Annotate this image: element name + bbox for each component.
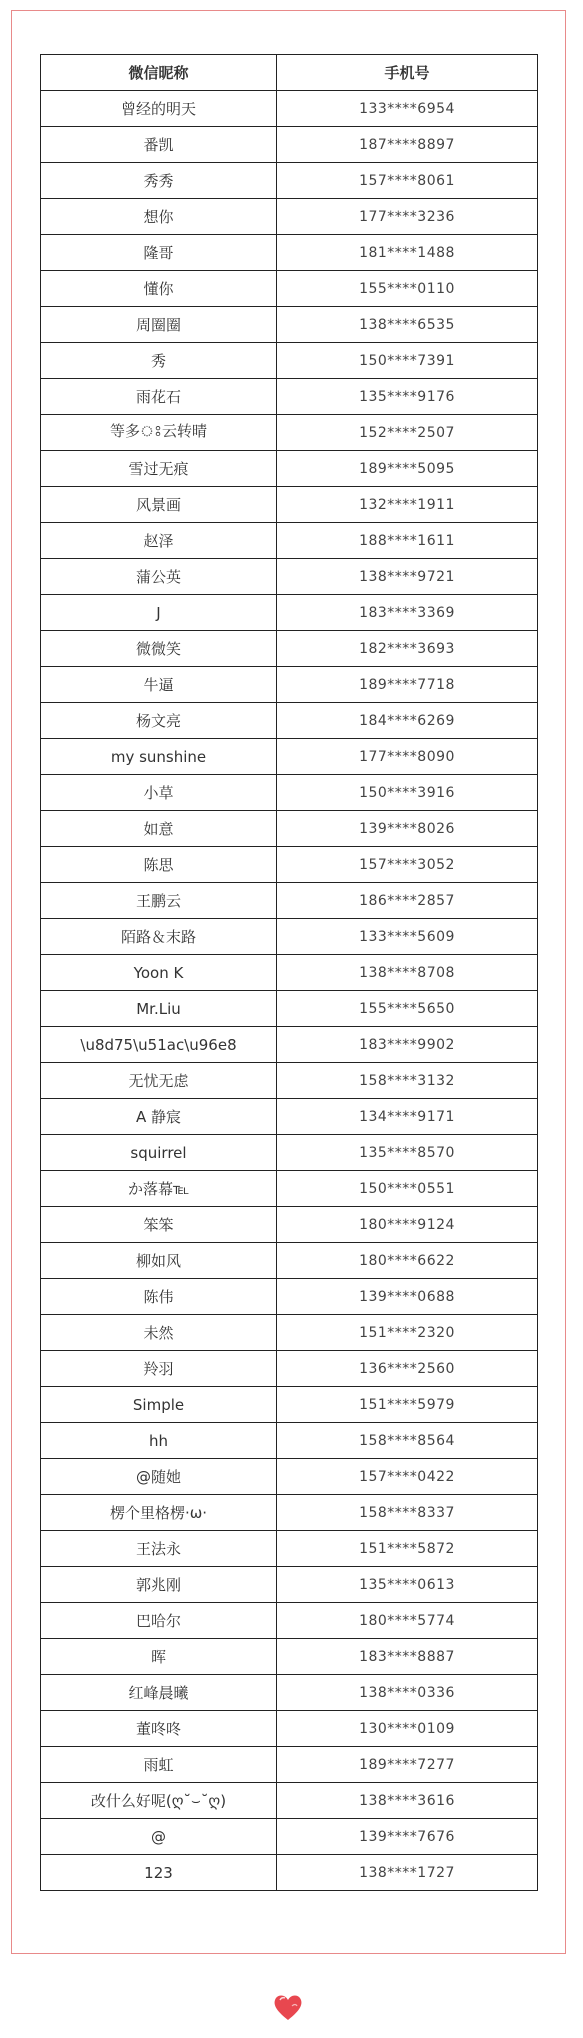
phone-cell: 151****5872 xyxy=(277,1531,538,1567)
phone-cell: 133****5609 xyxy=(277,919,538,955)
table-row xyxy=(41,1531,538,1567)
nickname-cell: 雨花石 xyxy=(41,379,277,415)
phone-cell: 151****2320 xyxy=(277,1315,538,1351)
phone-cell: 186****2857 xyxy=(277,883,538,919)
phone-cell: 183****9902 xyxy=(277,1027,538,1063)
table-row xyxy=(41,163,538,199)
table-row xyxy=(41,559,538,595)
column-header-nickname: 微信昵称 xyxy=(41,55,277,91)
table-row xyxy=(41,1603,538,1639)
phone-cell: 151****5979 xyxy=(277,1387,538,1423)
table-row xyxy=(41,1819,538,1855)
table-row xyxy=(41,307,538,343)
nickname-cell: 陈思 xyxy=(41,847,277,883)
phone-cell: 150****0551 xyxy=(277,1171,538,1207)
phone-cell: 183****8887 xyxy=(277,1639,538,1675)
nickname-cell: A 静宸 xyxy=(41,1099,277,1135)
phone-cell: 183****3369 xyxy=(277,595,538,631)
table-row xyxy=(41,1711,538,1747)
phone-cell: 189****7277 xyxy=(277,1747,538,1783)
table-header-row xyxy=(41,55,538,91)
nickname-cell: 赵泽 xyxy=(41,523,277,559)
nickname-cell: 曾经的明天 xyxy=(41,91,277,127)
phone-cell: 189****7718 xyxy=(277,667,538,703)
phone-cell: 132****1911 xyxy=(277,487,538,523)
nickname-cell: J xyxy=(41,595,277,631)
phone-cell: 157****0422 xyxy=(277,1459,538,1495)
table-row xyxy=(41,487,538,523)
table-row xyxy=(41,415,538,451)
phone-cell: 138****3616 xyxy=(277,1783,538,1819)
phone-cell: 135****8570 xyxy=(277,1135,538,1171)
nickname-cell: 楞个里格楞·ω· xyxy=(41,1495,277,1531)
table-row xyxy=(41,955,538,991)
table-row xyxy=(41,1387,538,1423)
phone-cell: 157****8061 xyxy=(277,163,538,199)
table-row xyxy=(41,1171,538,1207)
nickname-cell: 红峰晨曦 xyxy=(41,1675,277,1711)
phone-cell: 182****3693 xyxy=(277,631,538,667)
phone-cell: 181****1488 xyxy=(277,235,538,271)
table-row xyxy=(41,811,538,847)
nickname-cell: 郭兆刚 xyxy=(41,1567,277,1603)
phone-cell: 139****7676 xyxy=(277,1819,538,1855)
table-row xyxy=(41,379,538,415)
heart-icon xyxy=(272,1992,304,2022)
table-row xyxy=(41,1027,538,1063)
table-row xyxy=(41,775,538,811)
phone-cell: 187****8897 xyxy=(277,127,538,163)
table-body xyxy=(41,91,538,1891)
phone-cell: 155****0110 xyxy=(277,271,538,307)
phone-cell: 136****2560 xyxy=(277,1351,538,1387)
table-row xyxy=(41,1099,538,1135)
phone-cell: 184****6269 xyxy=(277,703,538,739)
table-row xyxy=(41,883,538,919)
nickname-cell: hh xyxy=(41,1423,277,1459)
table-row xyxy=(41,1495,538,1531)
table-row xyxy=(41,847,538,883)
phone-cell: 158****3132 xyxy=(277,1063,538,1099)
nickname-cell: 晖 xyxy=(41,1639,277,1675)
nickname-cell: 蒲公英 xyxy=(41,559,277,595)
table-row xyxy=(41,1567,538,1603)
phone-cell: 138****0336 xyxy=(277,1675,538,1711)
nickname-cell: 柳如风 xyxy=(41,1243,277,1279)
table-row xyxy=(41,1315,538,1351)
nickname-cell: 隆哥 xyxy=(41,235,277,271)
phone-cell: 133****6954 xyxy=(277,91,538,127)
table-row xyxy=(41,91,538,127)
nickname-cell: 周圈圈 xyxy=(41,307,277,343)
nickname-cell: 改什么好呢(ღ˘⌣˘ღ) xyxy=(41,1783,277,1819)
table-row xyxy=(41,271,538,307)
table-row xyxy=(41,739,538,775)
phone-cell: 150****7391 xyxy=(277,343,538,379)
table-row xyxy=(41,595,538,631)
table-row xyxy=(41,631,538,667)
table-row xyxy=(41,1279,538,1315)
nickname-cell: Yoon K xyxy=(41,955,277,991)
table-row xyxy=(41,1855,538,1891)
phone-cell: 139****0688 xyxy=(277,1279,538,1315)
nickname-cell: 想你 xyxy=(41,199,277,235)
phone-cell: 138****1727 xyxy=(277,1855,538,1891)
nickname-cell: my sunshine xyxy=(41,739,277,775)
nickname-cell: 小草 xyxy=(41,775,277,811)
nickname-cell: 风景画 xyxy=(41,487,277,523)
nickname-cell: 秀 xyxy=(41,343,277,379)
nickname-cell: 杨文亮 xyxy=(41,703,277,739)
phone-cell: 135****9176 xyxy=(277,379,538,415)
phone-cell: 138****9721 xyxy=(277,559,538,595)
table-row xyxy=(41,1747,538,1783)
nickname-cell: 雨虹 xyxy=(41,1747,277,1783)
nickname-cell: 微微笑 xyxy=(41,631,277,667)
table-row xyxy=(41,1423,538,1459)
nickname-cell: 雪过无痕 xyxy=(41,451,277,487)
table-row xyxy=(41,1351,538,1387)
nickname-cell: 番凯 xyxy=(41,127,277,163)
table-row xyxy=(41,667,538,703)
table-row xyxy=(41,343,538,379)
nickname-cell: 未然 xyxy=(41,1315,277,1351)
nickname-cell: 牛逼 xyxy=(41,667,277,703)
nickname-cell: 如意 xyxy=(41,811,277,847)
nickname-cell: 王法永 xyxy=(41,1531,277,1567)
phone-cell: 138****6535 xyxy=(277,307,538,343)
phone-cell: 180****9124 xyxy=(277,1207,538,1243)
nickname-cell: 董咚咚 xyxy=(41,1711,277,1747)
nickname-cell: 笨笨 xyxy=(41,1207,277,1243)
nickname-cell: 陈伟 xyxy=(41,1279,277,1315)
table-row xyxy=(41,1243,538,1279)
nickname-cell: 等多ঃ云转晴 xyxy=(41,415,277,451)
nickname-cell: か落幕℡ xyxy=(41,1171,277,1207)
table-row xyxy=(41,1459,538,1495)
table-row xyxy=(41,127,538,163)
table-row xyxy=(41,451,538,487)
nickname-cell: Mr.Liu xyxy=(41,991,277,1027)
nickname-cell: 羚羽 xyxy=(41,1351,277,1387)
phone-cell: 130****0109 xyxy=(277,1711,538,1747)
phone-cell: 158****8564 xyxy=(277,1423,538,1459)
nickname-cell: Simple xyxy=(41,1387,277,1423)
table-row xyxy=(41,1783,538,1819)
phone-cell: 188****1611 xyxy=(277,523,538,559)
table-row xyxy=(41,919,538,955)
table-row xyxy=(41,1639,538,1675)
table-row xyxy=(41,1063,538,1099)
phone-cell: 177****3236 xyxy=(277,199,538,235)
nickname-cell: 无忧无虑 xyxy=(41,1063,277,1099)
table-row xyxy=(41,1675,538,1711)
table-row xyxy=(41,199,538,235)
table-row xyxy=(41,991,538,1027)
table-row xyxy=(41,523,538,559)
nickname-cell: 巴哈尔 xyxy=(41,1603,277,1639)
nickname-cell: 王鹏云 xyxy=(41,883,277,919)
nickname-cell: 懂你 xyxy=(41,271,277,307)
phone-cell: 150****3916 xyxy=(277,775,538,811)
nickname-cell: @ xyxy=(41,1819,277,1855)
phone-cell: 152****2507 xyxy=(277,415,538,451)
nickname-cell: 123 xyxy=(41,1855,277,1891)
nickname-cell: squirrel xyxy=(41,1135,277,1171)
nickname-phone-table xyxy=(40,54,538,1891)
phone-cell: 180****5774 xyxy=(277,1603,538,1639)
nickname-cell: 秀秀 xyxy=(41,163,277,199)
phone-cell: 138****8708 xyxy=(277,955,538,991)
nickname-cell: \u8d75\u51ac\u96e8 xyxy=(41,1027,277,1063)
phone-cell: 180****6622 xyxy=(277,1243,538,1279)
table-row xyxy=(41,1207,538,1243)
phone-cell: 157****3052 xyxy=(277,847,538,883)
nickname-cell: 陌路＆末路 xyxy=(41,919,277,955)
table-row xyxy=(41,235,538,271)
phone-cell: 158****8337 xyxy=(277,1495,538,1531)
table-row xyxy=(41,1135,538,1171)
phone-cell: 155****5650 xyxy=(277,991,538,1027)
nickname-cell: @随她 xyxy=(41,1459,277,1495)
phone-cell: 139****8026 xyxy=(277,811,538,847)
table-row xyxy=(41,703,538,739)
phone-cell: 177****8090 xyxy=(277,739,538,775)
phone-cell: 135****0613 xyxy=(277,1567,538,1603)
phone-cell: 134****9171 xyxy=(277,1099,538,1135)
phone-cell: 189****5095 xyxy=(277,451,538,487)
column-header-phone: 手机号 xyxy=(277,55,538,91)
